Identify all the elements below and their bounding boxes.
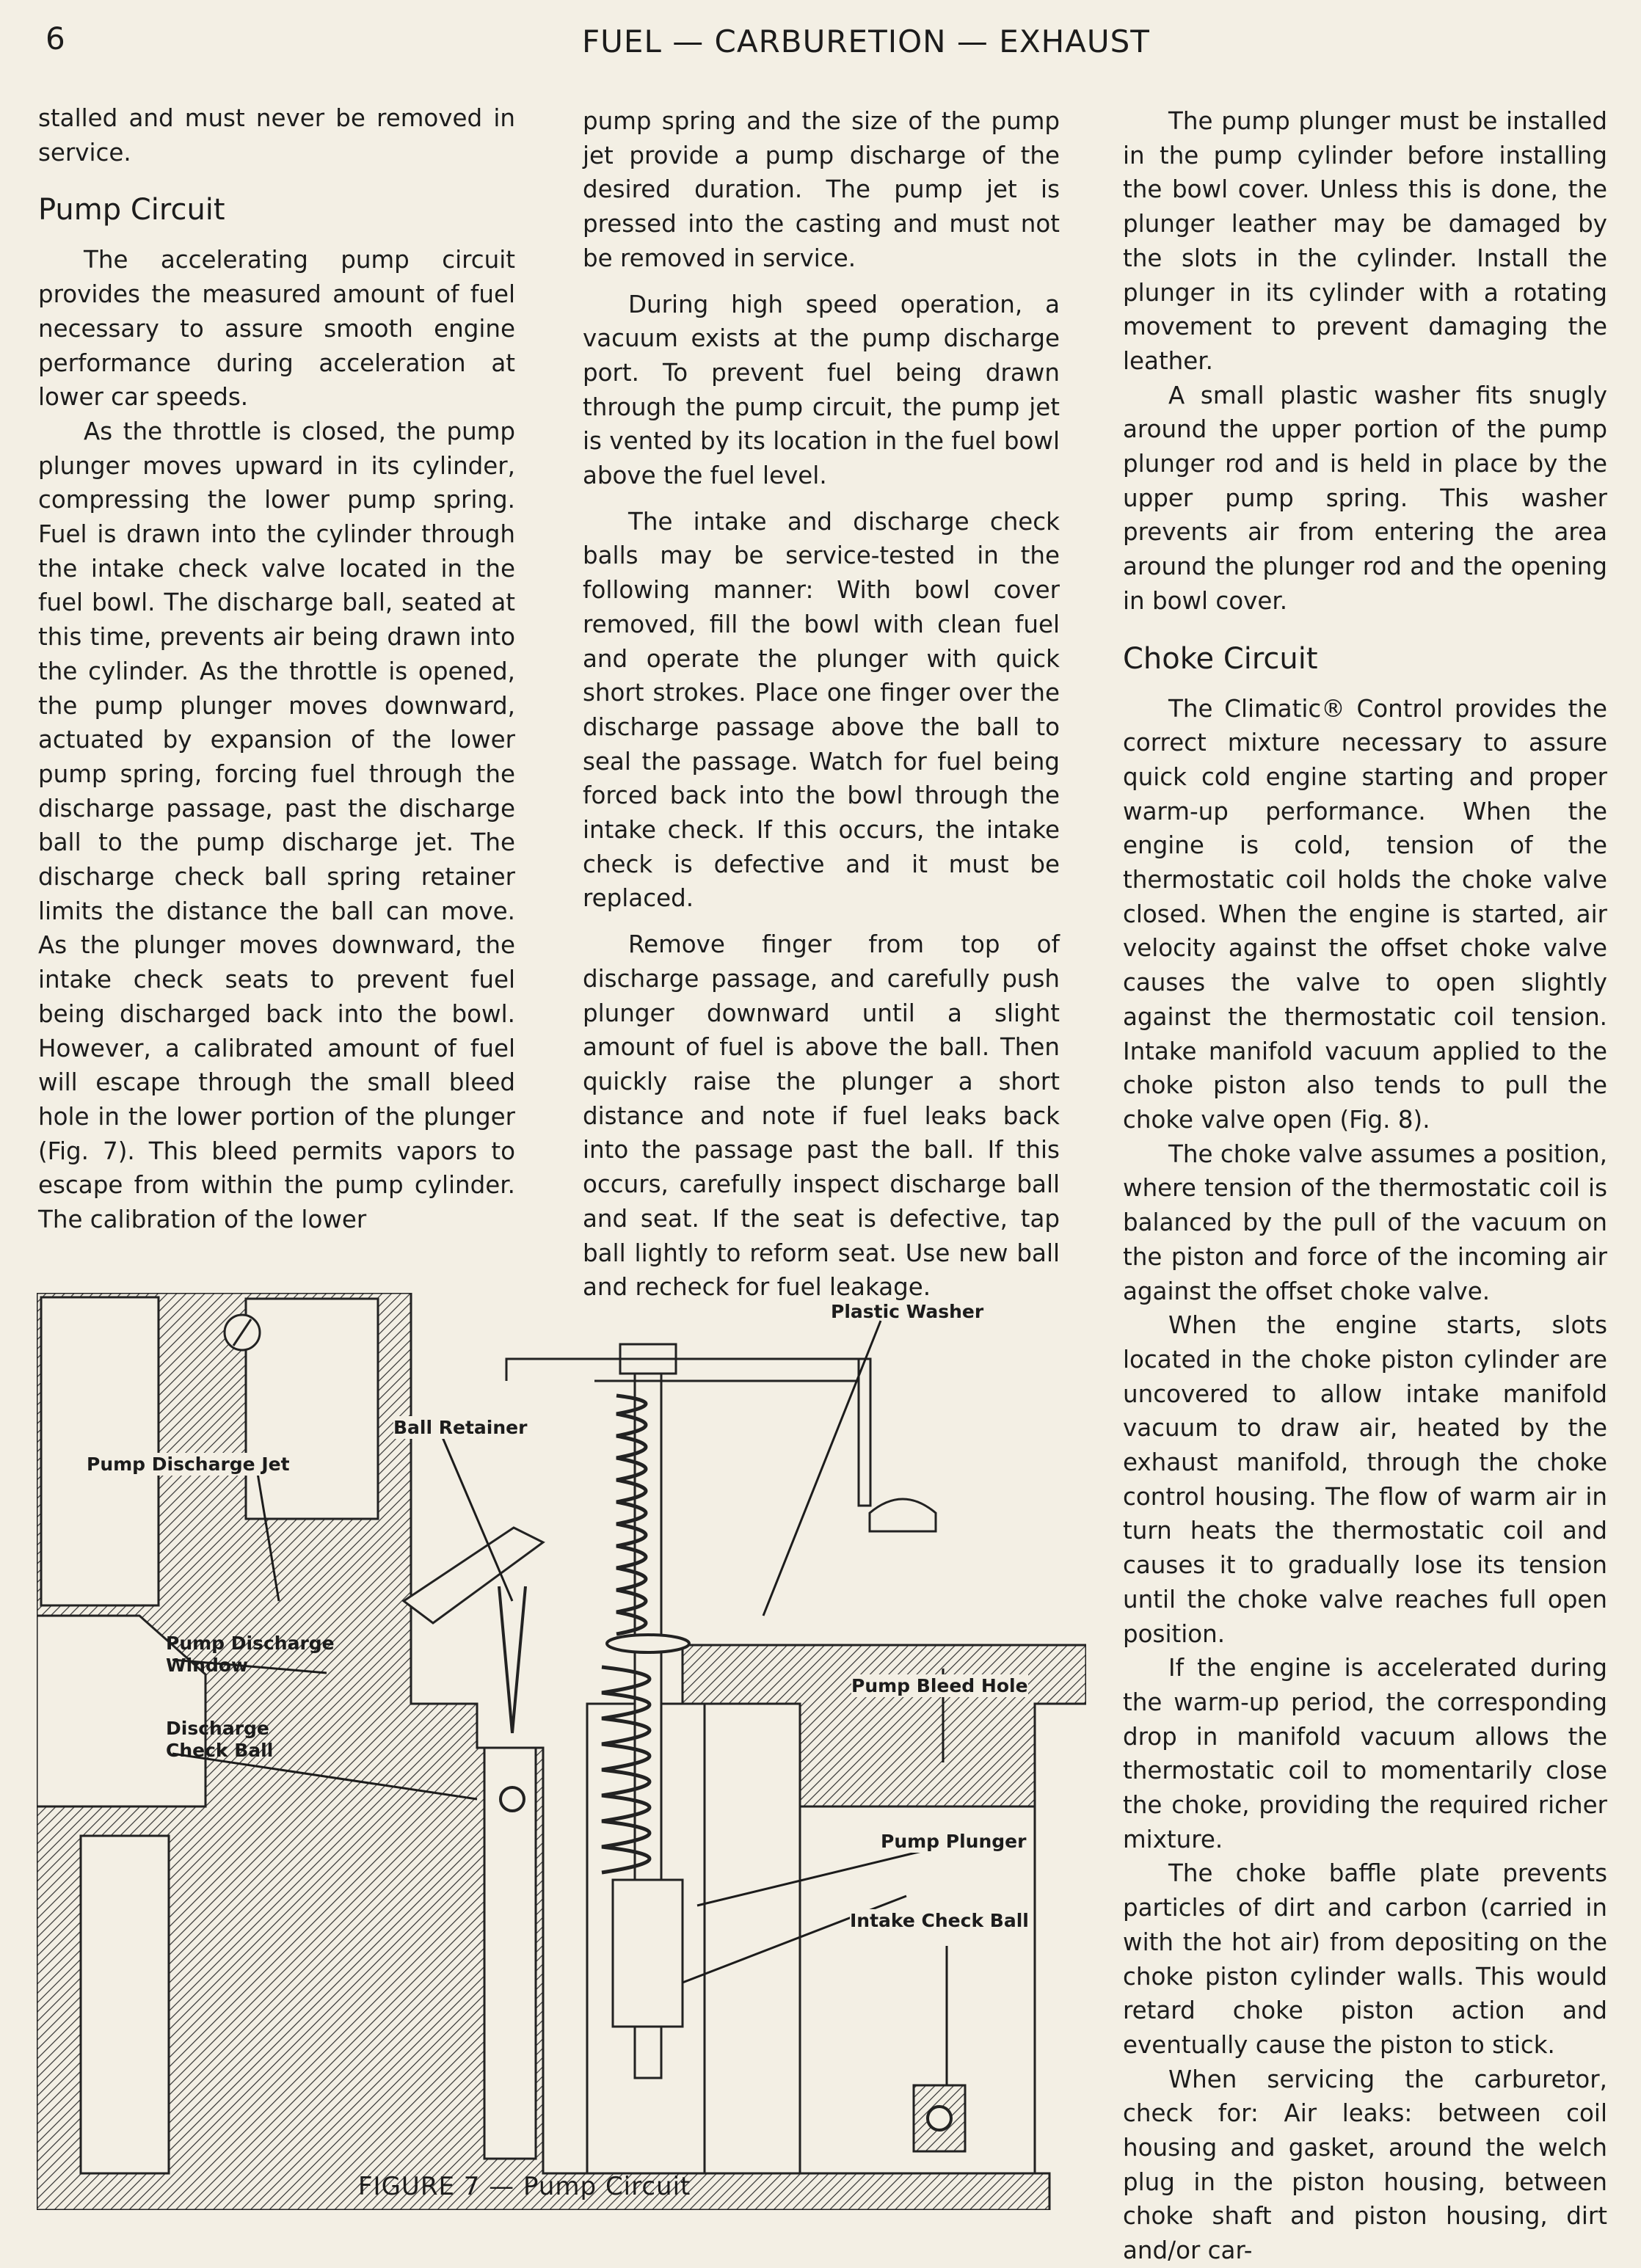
pump-plunger — [613, 1880, 683, 2027]
text-column-left — [38, 101, 515, 1237]
screw-head — [870, 1499, 936, 1531]
paragraph: stalled and must never be removed in service. — [38, 104, 515, 167]
figure-label: Pump Discharge — [166, 1633, 335, 1654]
text-column-middle — [583, 104, 1060, 1305]
paragraph: Remove finger from top of discharge passage, and carefully push plunger downward until a slight amount of fuel is above the ball. Then quickly raise the plunger a short distance and note if fuel leaks back into the passage past the ball. If this occurs, carefully inspect discharge ball and seat. If the seat is defective, tap ball lightly to reform seat. Use new ball and recheck for fuel leakage. — [583, 930, 1060, 1302]
paragraph: The Climatic® Control provides the correct mixture necessary to assure quick cold engine starting and proper warm-up performance. When the engine is cold, tension of the thermostatic coil holds the choke valve closed. When the engine is started, air velocity against the offset choke valve causes the valve to open slightly against the thermostatic coil tension. Intake manifold vacuum applied to the choke piston also tends to pull the choke valve open (Fig. 8). — [1123, 694, 1607, 1134]
paragraph: pump spring and the size of the pump jet provide a pump discharge of the desired duration. The pump jet is pressed into the casting and must not be removed in service. — [583, 107, 1060, 272]
section-heading-pump-circuit: Pump Circuit — [38, 193, 225, 227]
page-number: 6 — [46, 21, 65, 56]
figure-label: Ball Retainer — [393, 1417, 528, 1438]
discharge-check-ball — [501, 1787, 524, 1811]
figure-label: Pump Bleed Hole — [851, 1675, 1028, 1696]
figure-label: Check Ball — [166, 1740, 274, 1761]
paragraph: The choke valve assumes a position, where tension of the thermostatic coil is balanced by the pull of the vacuum on the piston and force of the incoming air against the offset choke valve. — [1123, 1140, 1607, 1305]
figure-label: Window — [166, 1655, 249, 1676]
paragraph: The pump plunger must be installed in the pump cylinder before installing the bowl cover. Unless this is done, the plunger leather may be damaged by the slots in the cylinder. Install the plunger in its cylinder with a rotating movement to prevent damaging the leather. — [1123, 107, 1607, 375]
plastic-washer — [607, 1635, 689, 1652]
intake-check-ball — [928, 2107, 951, 2130]
paragraph: If the engine is accelerated during the warm-up period, the corresponding drop in manifold vacuum allows the thermostatic coil to momentarily close the choke, providing the required richer mixture. — [1123, 1654, 1607, 1853]
paragraph: A small plastic washer fits snugly around the upper portion of the pump plunger rod and is held in place by the upper pump spring. This washer prevents air from entering the area around the plunger rod and the opening in bowl cover. — [1123, 381, 1607, 615]
figure-caption: FIGURE 7 — Pump Circuit — [358, 2172, 691, 2201]
paragraph: The accelerating pump circuit provides the measured amount of fuel necessary to assure smooth engine performance during acceleration at lower car speeds. — [38, 246, 515, 412]
figure-label: Intake Check Ball — [850, 1910, 1029, 1931]
paragraph: The choke baffle plate prevents particles of dirt and carbon (carried in with the hot air) from depositing on the choke piston cylinder walls. This would retard choke piston action and eventually cause the piston to stick. — [1123, 1859, 1607, 2059]
text-column-right — [1123, 104, 1607, 2268]
paragraph: When the engine starts, slots located in the choke piston cylinder are uncovered to allow intake manifold vacuum to draw air, heated by the exhaust manifold, through the choke control housing. The flow of warm air in turn heats the thermostatic coil and causes it to gradually lose its tension until the choke valve reaches full open position. — [1123, 1311, 1607, 1648]
paragraph: As the throttle is closed, the pump plunger moves upward in its cylinder, compressing the lower pump spring. Fuel is drawn into the cylinder through the intake check valve located in the fuel bowl. The discharge ball, seated at this time, prevents air being drawn into the cylinder. As the throttle is opened, the pump plunger moves downward, actuated by expansion of the lower pump spring, forcing fuel through the discharge passage, past the discharge ball to the pump discharge jet. The discharge check ball spring retainer limits the distance the ball can move. As the plunger moves downward, the intake check seats to prevent fuel being discharged back into the bowl. However, a calibrated amount of fuel will escape through the small bleed hole in the lower portion of the plunger (Fig. 7). This bleed permits vapors to escape from within the pump cylinder. The calibration of the lower — [38, 417, 515, 1234]
figure-label: Discharge — [166, 1718, 269, 1739]
paragraph: During high speed operation, a vacuum exists at the pump discharge port. To prevent fuel being drawn through the pump circuit, the pump jet is vented by its location in the fuel bowl above the fuel level. — [583, 290, 1060, 490]
figure-label: Pump Plunger — [881, 1831, 1027, 1852]
figure-label: Pump Discharge Jet — [87, 1454, 290, 1475]
paragraph: The intake and discharge check balls may be service-tested in the following manner: With bowl cover removed, fill the bowl with clean fuel and operate the plunger with quick short strokes. Place one finger over the discharge passage above the ball to seal the passage. Watch for fuel being forced back into the bowl through the intake check. If this occurs, the intake check is defective and it must be replaced. — [583, 507, 1060, 913]
paragraph: When servicing the carburetor, check for: Air leaks: between coil housing and gasket, around the welch plug in the piston housing, between choke shaft and piston housing, dirt and/or car- — [1123, 2065, 1607, 2265]
figure-label: Plastic Washer — [831, 1301, 984, 1322]
section-heading-choke-circuit: Choke Circuit — [1123, 641, 1318, 676]
running-head: FUEL — CARBURETION — EXHAUST — [582, 23, 1150, 59]
pump-circuit-figure — [37, 1293, 1086, 2210]
